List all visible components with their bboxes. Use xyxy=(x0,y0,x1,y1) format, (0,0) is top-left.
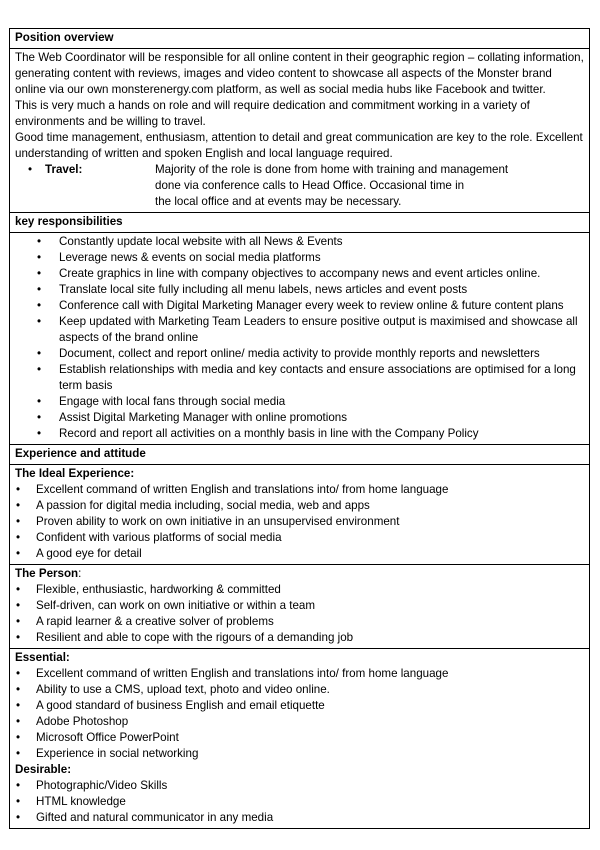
position-overview-heading: Position overview xyxy=(10,29,590,49)
list-item: • A passion for digital media including, social media, web and apps xyxy=(15,498,584,514)
list-item: • Constantly update local website with all News & Events xyxy=(15,234,584,250)
travel-line: the local office and at events may be necessary. xyxy=(155,195,402,208)
key-responsibilities-heading: key responsibilities xyxy=(10,213,590,233)
list-item: • Create graphics in line with company objectives to accompany news and event articles online. xyxy=(15,266,584,282)
key-responsibilities-body-row xyxy=(10,233,590,445)
list-item: • Self-driven, can work on own initiative or within a team xyxy=(15,598,584,614)
list-item: • Proven ability to work on own initiative in an unsupervised environment xyxy=(15,514,584,530)
list-item: • Leverage news & events on social media platforms xyxy=(15,250,584,266)
position-overview-body-row xyxy=(10,49,590,213)
list-item: • Microsoft Office PowerPoint xyxy=(15,730,584,746)
experience-heading: Experience and attitude xyxy=(10,445,590,465)
position-overview-header-row xyxy=(10,29,590,49)
person-title: The Person xyxy=(15,567,79,580)
person-row xyxy=(10,565,590,649)
list-item: • Flexible, enthusiastic, hardworking & committed xyxy=(15,582,584,598)
travel-text xyxy=(155,162,584,210)
list-item: • Adobe Photoshop xyxy=(15,714,584,730)
job-description-table xyxy=(9,28,590,829)
desirable-title: Desirable: xyxy=(15,763,72,776)
ideal-experience-list xyxy=(15,482,584,562)
overview-paragraph: Good time management, enthusiasm, attention to detail and great communication are key to the role. Excellent understanding of written and spoken English and local language required. xyxy=(15,131,583,160)
list-item: • Excellent command of written English and translations into/ from home language xyxy=(15,482,584,498)
position-overview-body xyxy=(10,49,590,213)
list-item: • A good eye for detail xyxy=(15,546,584,562)
list-item: • Engage with local fans through social media xyxy=(15,394,584,410)
list-item: • Excellent command of written English and translations into/ from home language xyxy=(15,666,584,682)
overview-paragraph: The Web Coordinator will be responsible for all online content in their geographic region – collating information, generating content with reviews, images and video content to showcase all aspects of the Monster brand online via our own monsterenergy.com platform, as well as social media hubs like Facebook and twitter. xyxy=(15,51,584,96)
job-description-document xyxy=(9,28,590,829)
key-responsibilities-header-row xyxy=(10,213,590,233)
list-item: • Resilient and able to cope with the rigours of a demanding job xyxy=(15,630,584,646)
list-item: • HTML knowledge xyxy=(15,794,584,810)
person-title-line xyxy=(15,566,584,582)
ideal-experience-title: The Ideal Experience: xyxy=(15,467,135,480)
list-item: • Ability to use a CMS, upload text, photo and video online. xyxy=(15,682,584,698)
travel-label: Travel: xyxy=(45,163,83,176)
person-list xyxy=(15,582,584,646)
travel-line: done via conference calls to Head Office. Occasional time in xyxy=(155,179,465,192)
overview-paragraph: This is very much a hands on role and will require dedication and commitment working in a variety of environments and be willing to travel. xyxy=(15,99,530,128)
skills-cell xyxy=(10,649,590,829)
ideal-experience-cell xyxy=(10,465,590,565)
list-item: • Confident with various platforms of social media xyxy=(15,530,584,546)
list-item: • A rapid learner & a creative solver of problems xyxy=(15,614,584,630)
essential-title: Essential: xyxy=(15,651,70,664)
bullet-icon: • xyxy=(27,163,33,176)
key-responsibilities-body xyxy=(10,233,590,445)
travel-line: Majority of the role is done from home with training and management xyxy=(155,163,509,176)
list-item: • Document, collect and report online/ media activity to provide monthly reports and newsletters xyxy=(15,346,584,362)
responsibilities-list xyxy=(15,234,584,442)
list-item: • Photographic/Video Skills xyxy=(15,778,584,794)
list-item: • Gifted and natural communicator in any media xyxy=(15,810,584,826)
list-item: • Translate local site fully including all menu labels, news articles and event posts xyxy=(15,282,584,298)
desirable-list xyxy=(15,778,584,826)
essential-list xyxy=(15,666,584,762)
ideal-experience-row xyxy=(10,465,590,565)
list-item: • Record and report all activities on a monthly basis in line with the Company Policy xyxy=(15,426,584,442)
list-item: • Conference call with Digital Marketing Manager every week to review online & future content plans xyxy=(15,298,584,314)
person-cell xyxy=(10,565,590,649)
list-item: • Keep updated with Marketing Team Leaders to ensure positive output is maximised and showcase all aspects of the brand online xyxy=(15,314,584,346)
list-item: • A good standard of business English and email etiquette xyxy=(15,698,584,714)
list-item: • Experience in social networking xyxy=(15,746,584,762)
person-title-colon: : xyxy=(78,567,82,580)
experience-header-row xyxy=(10,445,590,465)
skills-row xyxy=(10,649,590,829)
list-item: • Establish relationships with media and key contacts and ensure associations are optimised for a long term basis xyxy=(15,362,584,394)
travel-item xyxy=(15,162,584,210)
list-item: • Assist Digital Marketing Manager with online promotions xyxy=(15,410,584,426)
